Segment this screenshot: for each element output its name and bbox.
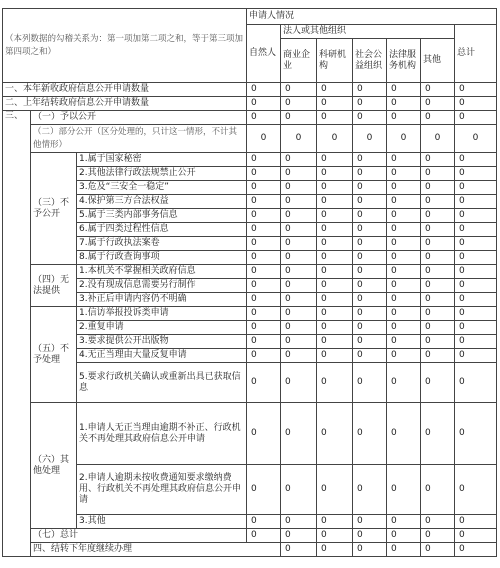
count-cell: 0 — [353, 349, 387, 363]
group-label-not-processed: （五）不予处理 — [31, 307, 77, 403]
count-cell: 0 — [455, 403, 497, 465]
count-cell: 0 — [387, 293, 421, 307]
count-cell: 0 — [421, 265, 455, 279]
count-cell: 0 — [353, 265, 387, 279]
count-cell: 0 — [387, 97, 421, 111]
count-cell: 0 — [455, 515, 497, 529]
count-cell: 0 — [455, 83, 497, 97]
count-cell: 0 — [455, 251, 497, 265]
row-label: 一、本年新收政府信息公开申请数量 — [3, 83, 247, 97]
count-cell: 0 — [353, 279, 387, 293]
count-cell: 0 — [421, 223, 455, 237]
count-cell: 0 — [247, 195, 281, 209]
count-cell: 0 — [353, 363, 387, 403]
count-cell: 0 — [353, 403, 387, 465]
count-cell: 0 — [387, 335, 421, 349]
count-cell: 0 — [387, 111, 421, 125]
count-cell: 0 — [247, 265, 281, 279]
count-cell: 0 — [421, 307, 455, 321]
count-cell: 0 — [353, 251, 387, 265]
count-cell: 0 — [421, 321, 455, 335]
count-cell: 0 — [455, 349, 497, 363]
group-label-withheld: （三）不予公开 — [31, 153, 77, 265]
count-cell: 0 — [455, 363, 497, 403]
row-label: （一）予以公开 — [31, 111, 247, 125]
count-cell: 0 — [421, 335, 455, 349]
count-cell: 0 — [247, 83, 281, 97]
count-cell: 0 — [421, 251, 455, 265]
count-cell: 0 — [247, 223, 281, 237]
count-cell: 0 — [421, 111, 455, 125]
count-cell: 0 — [421, 279, 455, 293]
count-cell: 0 — [281, 251, 317, 265]
count-cell: 0 — [455, 293, 497, 307]
row-label: 3.补正后申请内容仍不明确 — [77, 293, 247, 307]
count-cell: 0 — [281, 181, 317, 195]
count-cell: 0 — [317, 125, 353, 153]
count-cell: 0 — [353, 125, 387, 153]
count-cell: 0 — [455, 209, 497, 223]
count-cell: 0 — [317, 97, 353, 111]
count-cell: 0 — [247, 335, 281, 349]
group-label-unavailable: （四）无法提供 — [31, 265, 77, 307]
total-header: 总计 — [455, 25, 497, 83]
count-cell: 0 — [421, 125, 455, 153]
count-cell: 0 — [281, 125, 317, 153]
count-cell: 0 — [281, 265, 317, 279]
count-cell: 0 — [281, 515, 317, 529]
social-header: 社会公益组织 — [353, 39, 387, 83]
count-cell: 0 — [281, 279, 317, 293]
count-cell: 0 — [317, 307, 353, 321]
natural-person-header: 自然人 — [247, 25, 281, 83]
research-header: 科研机构 — [317, 39, 353, 83]
count-cell: 0 — [247, 403, 281, 465]
count-cell: 0 — [353, 335, 387, 349]
count-cell: 0 — [281, 307, 317, 321]
count-cell: 0 — [317, 349, 353, 363]
count-cell: 0 — [387, 153, 421, 167]
count-cell: 0 — [317, 403, 353, 465]
count-cell: 0 — [247, 111, 281, 125]
row-label: （二）部分公开（区分处理的，只计这一情形，不计其他情形） — [31, 125, 247, 153]
count-cell: 0 — [421, 363, 455, 403]
row-label: 2.没有现成信息需要另行制作 — [77, 279, 247, 293]
commercial-header: 商业企业 — [281, 39, 317, 83]
count-cell: 0 — [353, 515, 387, 529]
other-header: 其他 — [421, 39, 455, 83]
count-cell: 0 — [281, 321, 317, 335]
count-cell: 0 — [387, 265, 421, 279]
count-cell: 0 — [421, 293, 455, 307]
count-cell: 0 — [281, 111, 317, 125]
count-cell: 0 — [421, 237, 455, 251]
row-label: 5.要求行政机关确认或重新出具已获取信息 — [77, 363, 247, 403]
count-cell: 0 — [247, 349, 281, 363]
count-cell: 0 — [421, 83, 455, 97]
count-cell: 0 — [281, 195, 317, 209]
row-label: 2.重复申请 — [77, 321, 247, 335]
row-label: 2.申请人逾期未按收费通知要求缴纳费用、行政机关不再处理其政府信息公开申请 — [77, 465, 247, 515]
count-cell: 0 — [247, 293, 281, 307]
count-cell: 0 — [421, 209, 455, 223]
count-cell: 0 — [353, 195, 387, 209]
section-three-label: 三、 — [3, 111, 31, 557]
count-cell: 0 — [353, 321, 387, 335]
count-cell: 0 — [387, 465, 421, 515]
count-cell: 0 — [387, 349, 421, 363]
count-cell: 0 — [317, 153, 353, 167]
count-cell: 0 — [353, 223, 387, 237]
count-cell: 0 — [317, 543, 353, 557]
count-cell: 0 — [455, 307, 497, 321]
count-cell: 0 — [421, 153, 455, 167]
count-cell: 0 — [247, 279, 281, 293]
count-cell: 0 — [421, 465, 455, 515]
count-cell: 0 — [387, 167, 421, 181]
count-cell: 0 — [455, 167, 497, 181]
count-cell: 0 — [317, 363, 353, 403]
count-cell: 0 — [317, 293, 353, 307]
count-cell: 0 — [387, 181, 421, 195]
count-cell: 0 — [387, 279, 421, 293]
count-cell: 0 — [353, 153, 387, 167]
count-cell: 0 — [387, 251, 421, 265]
count-cell: 0 — [353, 97, 387, 111]
row-label: 3.危及“三安全一稳定” — [77, 181, 247, 195]
row-label: 1.本机关不掌握相关政府信息 — [77, 265, 247, 279]
count-cell: 0 — [281, 293, 317, 307]
count-cell: 0 — [455, 223, 497, 237]
count-cell: 0 — [353, 111, 387, 125]
legal-group-header: 法人或其他组织 — [281, 25, 455, 39]
count-cell: 0 — [455, 279, 497, 293]
row-label: 1.属于国家秘密 — [77, 153, 247, 167]
row-label: 7.属于行政执法案卷 — [77, 237, 247, 251]
count-cell: 0 — [281, 237, 317, 251]
count-cell: 0 — [281, 209, 317, 223]
count-cell: 0 — [421, 97, 455, 111]
count-cell: 0 — [317, 321, 353, 335]
row-label: 8.属于行政查询事项 — [77, 251, 247, 265]
count-cell: 0 — [247, 321, 281, 335]
count-cell: 0 — [247, 125, 281, 153]
count-cell: 0 — [455, 265, 497, 279]
count-cell: 0 — [247, 153, 281, 167]
statistics-table — [2, 8, 497, 557]
count-cell: 0 — [387, 125, 421, 153]
count-cell: 0 — [281, 83, 317, 97]
count-cell: 0 — [455, 153, 497, 167]
count-cell: 0 — [317, 465, 353, 515]
count-cell: 0 — [281, 363, 317, 403]
count-cell: 0 — [387, 307, 421, 321]
count-cell: 0 — [281, 223, 317, 237]
row-label: 二、上年结转政府信息公开申请数量 — [3, 97, 247, 111]
count-cell: 0 — [281, 349, 317, 363]
count-cell: 0 — [247, 237, 281, 251]
count-cell: 0 — [387, 223, 421, 237]
count-cell: 0 — [281, 335, 317, 349]
count-cell: 0 — [353, 307, 387, 321]
count-cell: 0 — [281, 403, 317, 465]
count-cell: 0 — [317, 111, 353, 125]
row-label: 4.保护第三方合法权益 — [77, 195, 247, 209]
count-cell: 0 — [455, 321, 497, 335]
row-label: 2.其他法律行政法规禁止公开 — [77, 167, 247, 181]
count-cell: 0 — [247, 465, 281, 515]
disclosure-statistics-table — [2, 8, 496, 557]
count-cell: 0 — [247, 167, 281, 181]
count-cell: 0 — [247, 251, 281, 265]
count-cell: 0 — [247, 209, 281, 223]
count-cell: 0 — [387, 321, 421, 335]
count-cell: 0 — [247, 515, 281, 529]
count-cell: 0 — [455, 125, 497, 153]
count-cell: 0 — [455, 181, 497, 195]
count-cell: 0 — [387, 237, 421, 251]
count-cell: 0 — [317, 167, 353, 181]
count-cell: 0 — [247, 181, 281, 195]
count-cell: 0 — [317, 83, 353, 97]
count-cell: 0 — [455, 195, 497, 209]
count-cell: 0 — [421, 543, 455, 557]
count-cell: 0 — [281, 465, 317, 515]
row-label: （七）总计 — [31, 529, 247, 543]
count-cell: 0 — [421, 515, 455, 529]
count-cell: 0 — [317, 279, 353, 293]
row-label: 3.要求提供公开出版物 — [77, 335, 247, 349]
applicant-header: 申请人情况 — [247, 9, 497, 25]
count-cell: 0 — [387, 363, 421, 403]
count-cell: 0 — [353, 465, 387, 515]
count-cell: 0 — [421, 529, 455, 543]
count-cell: 0 — [353, 529, 387, 543]
count-cell: 0 — [317, 223, 353, 237]
count-cell: 0 — [247, 97, 281, 111]
count-cell: 0 — [421, 181, 455, 195]
count-cell: 0 — [353, 209, 387, 223]
row-label: 4.无正当理由大量反复申请 — [77, 349, 247, 363]
count-cell: 0 — [317, 529, 353, 543]
count-cell: 0 — [353, 237, 387, 251]
count-cell: 0 — [317, 195, 353, 209]
row-label: 1.申请人无正当理由逾期不补正、行政机关不再处理其政府信息公开申请 — [77, 403, 247, 465]
count-cell: 0 — [317, 251, 353, 265]
count-cell: 0 — [281, 543, 317, 557]
count-cell: 0 — [455, 529, 497, 543]
row-label: 1.信访举报投诉类申请 — [77, 307, 247, 321]
count-cell: 0 — [247, 307, 281, 321]
count-cell: 0 — [353, 83, 387, 97]
count-cell: 0 — [455, 97, 497, 111]
count-cell: 0 — [317, 237, 353, 251]
count-cell: 0 — [281, 97, 317, 111]
count-cell: 0 — [353, 167, 387, 181]
count-cell: 0 — [317, 265, 353, 279]
count-cell: 0 — [317, 181, 353, 195]
count-cell: 0 — [387, 83, 421, 97]
count-cell: 0 — [421, 403, 455, 465]
count-cell: 0 — [455, 335, 497, 349]
count-cell: 0 — [421, 195, 455, 209]
count-cell: 0 — [247, 363, 281, 403]
count-cell: 0 — [455, 465, 497, 515]
count-cell: 0 — [421, 167, 455, 181]
count-cell: 0 — [317, 335, 353, 349]
header-note: （本列数据的勾稽关系为：第一项加第二项之和，等于第三项加第四项之和） — [3, 9, 247, 83]
row-label: 6.属于四类过程性信息 — [77, 223, 247, 237]
count-cell: 0 — [317, 209, 353, 223]
count-cell: 0 — [387, 403, 421, 465]
count-cell: 0 — [421, 349, 455, 363]
count-cell: 0 — [387, 543, 421, 557]
count-cell: 0 — [387, 195, 421, 209]
count-cell: 0 — [247, 529, 281, 543]
count-cell: 0 — [387, 529, 421, 543]
row-label: 四、结转下年度继续办理 — [31, 543, 281, 557]
count-cell: 0 — [387, 209, 421, 223]
legal-service-header: 法律服务机构 — [387, 39, 421, 83]
count-cell: 0 — [455, 237, 497, 251]
count-cell: 0 — [455, 111, 497, 125]
count-cell: 0 — [353, 543, 387, 557]
count-cell: 0 — [353, 181, 387, 195]
count-cell: 0 — [281, 167, 317, 181]
row-label: 3.其他 — [77, 515, 247, 529]
row-label: 5.属于三类内部事务信息 — [77, 209, 247, 223]
group-label-other: （六）其他处理 — [31, 403, 77, 529]
count-cell: 0 — [455, 543, 497, 557]
count-cell: 0 — [281, 153, 317, 167]
count-cell: 0 — [387, 515, 421, 529]
count-cell: 0 — [353, 293, 387, 307]
count-cell: 0 — [317, 515, 353, 529]
count-cell: 0 — [281, 529, 317, 543]
